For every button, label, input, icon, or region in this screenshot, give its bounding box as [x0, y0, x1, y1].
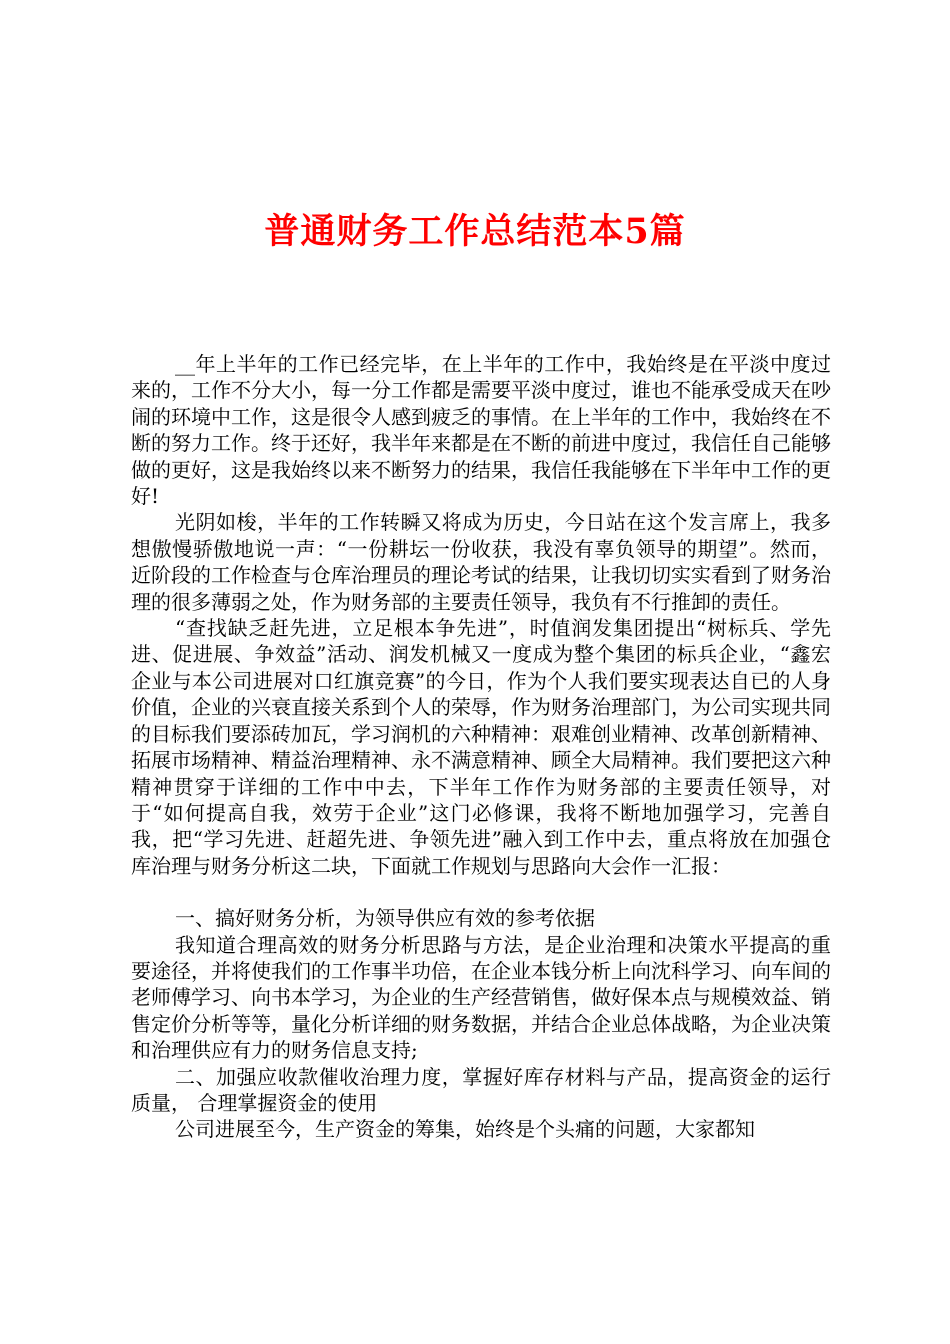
paragraph-capital: 公司进展至今，生产资金的筹集，始终是个头痛的问题，大家都知: [175, 1117, 755, 1142]
paragraph-time-passes: 光阴如梭，半年的工作转瞬又将成为历史，今日站在这个发言席上，我多想傲慢骄傲地说一声：“一份耕坛一份收获，我没有辜负领导的期望”。然而，近阶段的工作检查与仓库治理员的理论考试的结果，让我切切实实看到了财务治理的很多薄弱之处，作为财务部的主要责任领导，我负有不行推卸的责任。: [131, 510, 831, 614]
section-heading-financial-analysis: 一、搞好财务分析，为领导供应有效的参考依据: [175, 906, 595, 931]
section-heading-receivables: 二、加强应收款催收治理力度，掌握好库存材料与产品，提高资金的运行质量， 合理掌握资金的使用: [131, 1064, 831, 1115]
paragraph-intro: __年上半年的工作已经完毕，在上半年的工作中，我始终是在平淡中度过来的，工作不分大小，每一分工作都是需要平淡中度过，谁也不能承受成天在吵闹的环境中工作，这是很令人感到疲乏的事情。在上半年的工作中，我始终在不断的努力工作。终于还好，我半年来都是在不断的前进中度过，我信任自己能够做的更好，这是我始终以来不断努力的结果，我信任我能够在下半年中工作的更好!: [131, 352, 831, 509]
paragraph-six-spirits: “查找缺乏赶先进，立足根本争先进”，时值润发集团提出“树标兵、学先进、促进展、争效益”活动、润发机械又一度成为整个集团的标兵企业，“鑫宏企业与本公司进展对口红旗竞赛”的今日，作为个人我们要实现表达自已的人身价值，企业的兴衰直接关系到个人的荣辱，作为财务治理部门，为公司实现共同的目标我们要添砖加瓦，学习润机的六种精神：艰难创业精神、改革创新精神、拓展市场精神、精益治理精神、永不满意精神、顾全大局精神。我们要把这六种精神贯穿于详细的工作中中去，下半年工作作为财务部的主要责任领导，对于“如何提高自我，效劳于企业”这门必修课，我将不断地加强学习，完善自我，把“学习先进、赶超先进、争领先进”融入到工作中去，重点将放在加强仓库治理与财务分析这二块，下面就工作规划与思路向大会作一汇报：: [131, 616, 831, 878]
document-title: 普通财务工作总结范本5篇: [264, 211, 686, 252]
paragraph-financial-analysis: 我知道合理高效的财务分析思路与方法，是企业治理和决策水平提高的重要途径，并将使我们的工作事半功倍，在企业本钱分析上向沈科学习、向车间的老师傅学习、向书本学习，为企业的生产经营销售，做好保本点与规模效益、销售定价分析等等，量化分析详细的财务数据，并结合企业总体战略，为企业决策和治理供应有力的财务信息支持;: [131, 932, 831, 1063]
document-body: [131, 351, 831, 1143]
